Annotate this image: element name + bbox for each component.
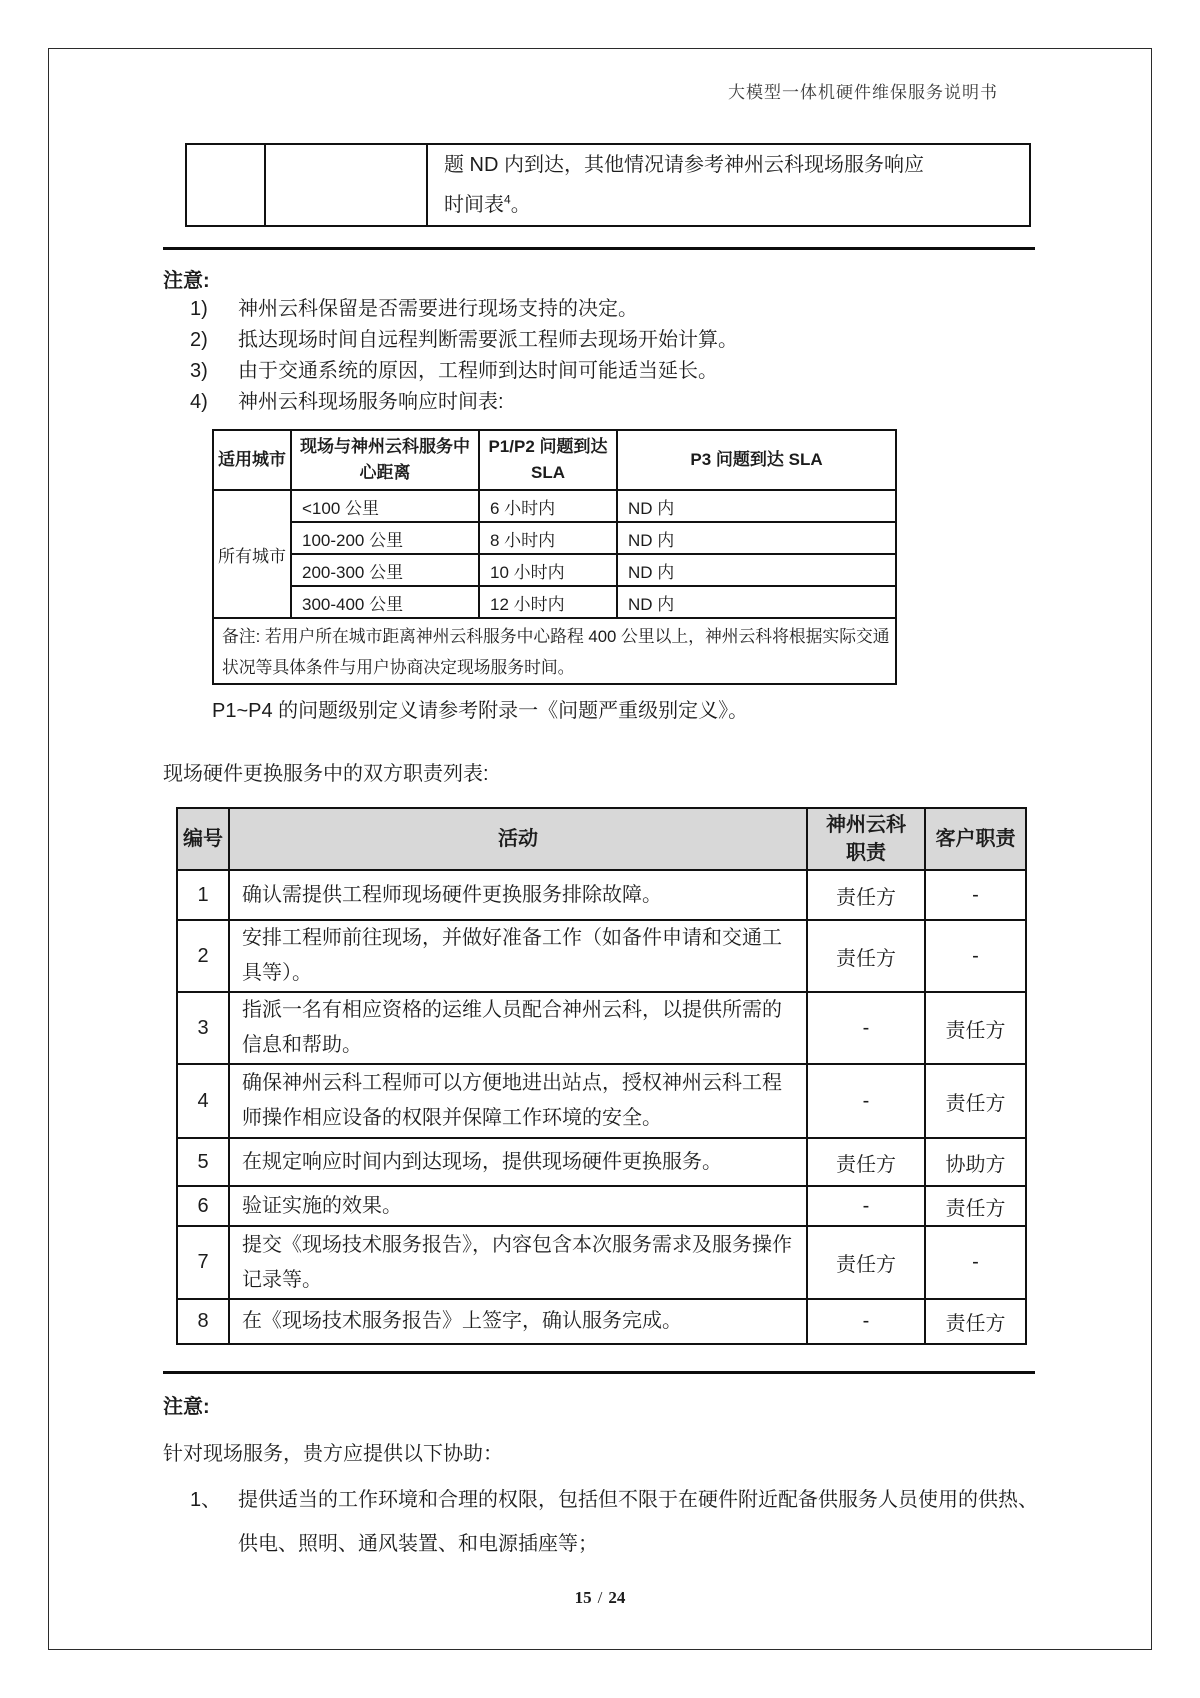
table-row xyxy=(177,1138,1026,1186)
list-item xyxy=(163,1478,1048,1566)
duty-vendor-cell: 责任方 xyxy=(807,1226,925,1299)
duty-customer-cell: - xyxy=(925,920,1026,992)
duty-activity-cell: 在《现场技术服务报告》上签字，确认服务完成。 xyxy=(229,1299,807,1344)
notes-top-list xyxy=(163,294,1035,418)
table-row xyxy=(177,1226,1026,1299)
duty-customer-cell: 责任方 xyxy=(925,1299,1026,1344)
table-bottom-divider xyxy=(163,247,1035,250)
duty-vendor-cell: - xyxy=(807,992,925,1064)
table-row xyxy=(213,522,896,554)
table-row xyxy=(213,586,896,618)
sla-distance-cell: 200-300 公里 xyxy=(291,554,479,586)
sla-p12-cell: 8 小时内 xyxy=(479,522,617,554)
list-item-number: 2) xyxy=(190,329,208,351)
continued-text-cell xyxy=(427,144,1030,226)
continued-text: 题 ND 内到达，其他情况请参考神州云科现场服务响应 时间表$^4$。 xyxy=(444,154,924,216)
table-row xyxy=(177,1186,1026,1226)
assist-list xyxy=(163,1478,1048,1566)
list-item-text: 抵达现场时间自远程判断需要派工程师去现场开始计算。 xyxy=(238,329,738,351)
table-row xyxy=(177,1064,1026,1138)
duty-header-no: 编号 xyxy=(177,808,229,870)
sla-distance-cell: 300-400 公里 xyxy=(291,586,479,618)
list-item-text: 神州云科现场服务响应时间表: xyxy=(238,391,504,413)
sla-p12-cell: 12 小时内 xyxy=(479,586,617,618)
sla-response-time-table xyxy=(212,429,897,685)
duty-activity-cell: 在规定响应时间内到达现场，提供现场硬件更换服务。 xyxy=(229,1138,807,1186)
duty-header-customer: 客户职责 xyxy=(925,808,1026,870)
duty-customer-cell: - xyxy=(925,870,1026,920)
duty-no-cell: 7 xyxy=(177,1226,229,1299)
duty-vendor-cell: - xyxy=(807,1186,925,1226)
list-item-text: 神州云科保留是否需要进行现场支持的决定。 xyxy=(238,298,638,320)
table-header-row xyxy=(177,808,1026,870)
section-heading: 现场硬件更换服务中的双方职责列表: xyxy=(163,763,489,785)
duty-customer-cell: 协助方 xyxy=(925,1138,1026,1186)
list-item-number: 3) xyxy=(190,360,208,382)
sla-p3-cell: ND 内 xyxy=(617,554,896,586)
sla-header-city: 适用城市 xyxy=(213,430,291,490)
duty-activity-cell: 提交《现场技术服务报告》，内容包含本次服务需求及服务操作记录等。 xyxy=(229,1226,807,1299)
table-row xyxy=(213,490,896,522)
duty-vendor-cell: 责任方 xyxy=(807,920,925,992)
severity-definition-note: P1~P4 的问题级别定义请参考附录一《问题严重级别定义》。 xyxy=(212,700,749,722)
duty-header-activity: 活动 xyxy=(229,808,807,870)
duty-no-cell: 3 xyxy=(177,992,229,1064)
sla-distance-cell: 100-200 公里 xyxy=(291,522,479,554)
sla-p12-cell: 6 小时内 xyxy=(479,490,617,522)
duty-activity-cell: 指派一名有相应资格的运维人员配合神州云科，以提供所需的信息和帮助。 xyxy=(229,992,807,1064)
continued-empty-cell-1 xyxy=(186,144,265,226)
list-item-text: 由于交通系统的原因，工程师到达时间可能适当延长。 xyxy=(238,360,718,382)
sla-p12-cell: 10 小时内 xyxy=(479,554,617,586)
footer-page-number xyxy=(0,1588,1200,1608)
table-row xyxy=(177,992,1026,1064)
notes-top-label: 注意: xyxy=(163,270,210,292)
notes-bottom-label: 注意: xyxy=(163,1396,210,1418)
sla-city-cell: 所有城市 xyxy=(213,490,291,618)
duty-no-cell: 4 xyxy=(177,1064,229,1138)
table-row xyxy=(186,144,1030,226)
page-number-total: 24 xyxy=(608,1588,626,1607)
sla-remark-cell: 备注: 若用户所在城市距离神州云科服务中心路程 400 公里以上，神州云科将根据实际交通状况等具体条件与用户协商决定现场服务时间。 xyxy=(213,618,896,684)
sla-header-p12: P1/P2 问题到达 SLA xyxy=(479,430,617,490)
document-header-title: 大模型一体机硬件维保服务说明书 xyxy=(728,83,998,102)
duty-activity-cell: 安排工程师前往现场，并做好准备工作（如备件申请和交通工具等）。 xyxy=(229,920,807,992)
table-row xyxy=(177,1299,1026,1344)
notes-bottom-intro: 针对现场服务，贵方应提供以下协助： xyxy=(163,1443,503,1465)
sla-p3-cell: ND 内 xyxy=(617,522,896,554)
duty-vendor-cell: 责任方 xyxy=(807,870,925,920)
sla-header-distance: 现场与神州云科服务中心距离 xyxy=(291,430,479,490)
sla-distance-cell: <100 公里 xyxy=(291,490,479,522)
list-item-text: 提供适当的工作环境和合理的权限，包括但不限于在硬件附近配备供服务人员使用的供热、供电、照明、通风装置、和电源插座等； xyxy=(238,1489,1038,1555)
list-item-number: 1) xyxy=(190,298,208,320)
responsibility-table xyxy=(176,807,1027,1345)
table-header-row xyxy=(213,430,896,490)
sla-p3-cell: ND 内 xyxy=(617,490,896,522)
page-number-separator: / xyxy=(597,1588,603,1607)
table-row xyxy=(177,920,1026,992)
duty-vendor-cell: - xyxy=(807,1299,925,1344)
list-item-number: 4) xyxy=(190,391,208,413)
duty-customer-cell: - xyxy=(925,1226,1026,1299)
continued-table-fragment xyxy=(185,143,1031,227)
duty-activity-cell: 验证实施的效果。 xyxy=(229,1186,807,1226)
list-item-number: 1、 xyxy=(190,1489,222,1511)
duty-no-cell: 6 xyxy=(177,1186,229,1226)
duty-customer-cell: 责任方 xyxy=(925,992,1026,1064)
continued-empty-cell-2 xyxy=(265,144,427,226)
list-item xyxy=(163,294,1035,325)
duty-header-vendor: 神州云科职责 xyxy=(807,808,925,870)
list-item xyxy=(163,387,1035,418)
duty-vendor-cell: - xyxy=(807,1064,925,1138)
page-number-current: 15 xyxy=(574,1588,592,1607)
duty-activity-cell: 确保神州云科工程师可以方便地进出站点，授权神州云科工程师操作相应设备的权限并保障工作环境的安全。 xyxy=(229,1064,807,1138)
sla-p3-cell: ND 内 xyxy=(617,586,896,618)
table-row xyxy=(177,870,1026,920)
table-row xyxy=(213,618,896,684)
duty-activity-cell: 确认需提供工程师现场硬件更换服务排除故障。 xyxy=(229,870,807,920)
table-row xyxy=(213,554,896,586)
duty-no-cell: 5 xyxy=(177,1138,229,1186)
sla-header-p3: P3 问题到达 SLA xyxy=(617,430,896,490)
section-divider xyxy=(163,1371,1035,1374)
duty-customer-cell: 责任方 xyxy=(925,1064,1026,1138)
duty-vendor-cell: 责任方 xyxy=(807,1138,925,1186)
list-item xyxy=(163,356,1035,387)
duty-no-cell: 2 xyxy=(177,920,229,992)
footnote-ref: 4 xyxy=(504,192,511,207)
duty-no-cell: 8 xyxy=(177,1299,229,1344)
duty-no-cell: 1 xyxy=(177,870,229,920)
duty-customer-cell: 责任方 xyxy=(925,1186,1026,1226)
list-item xyxy=(163,325,1035,356)
